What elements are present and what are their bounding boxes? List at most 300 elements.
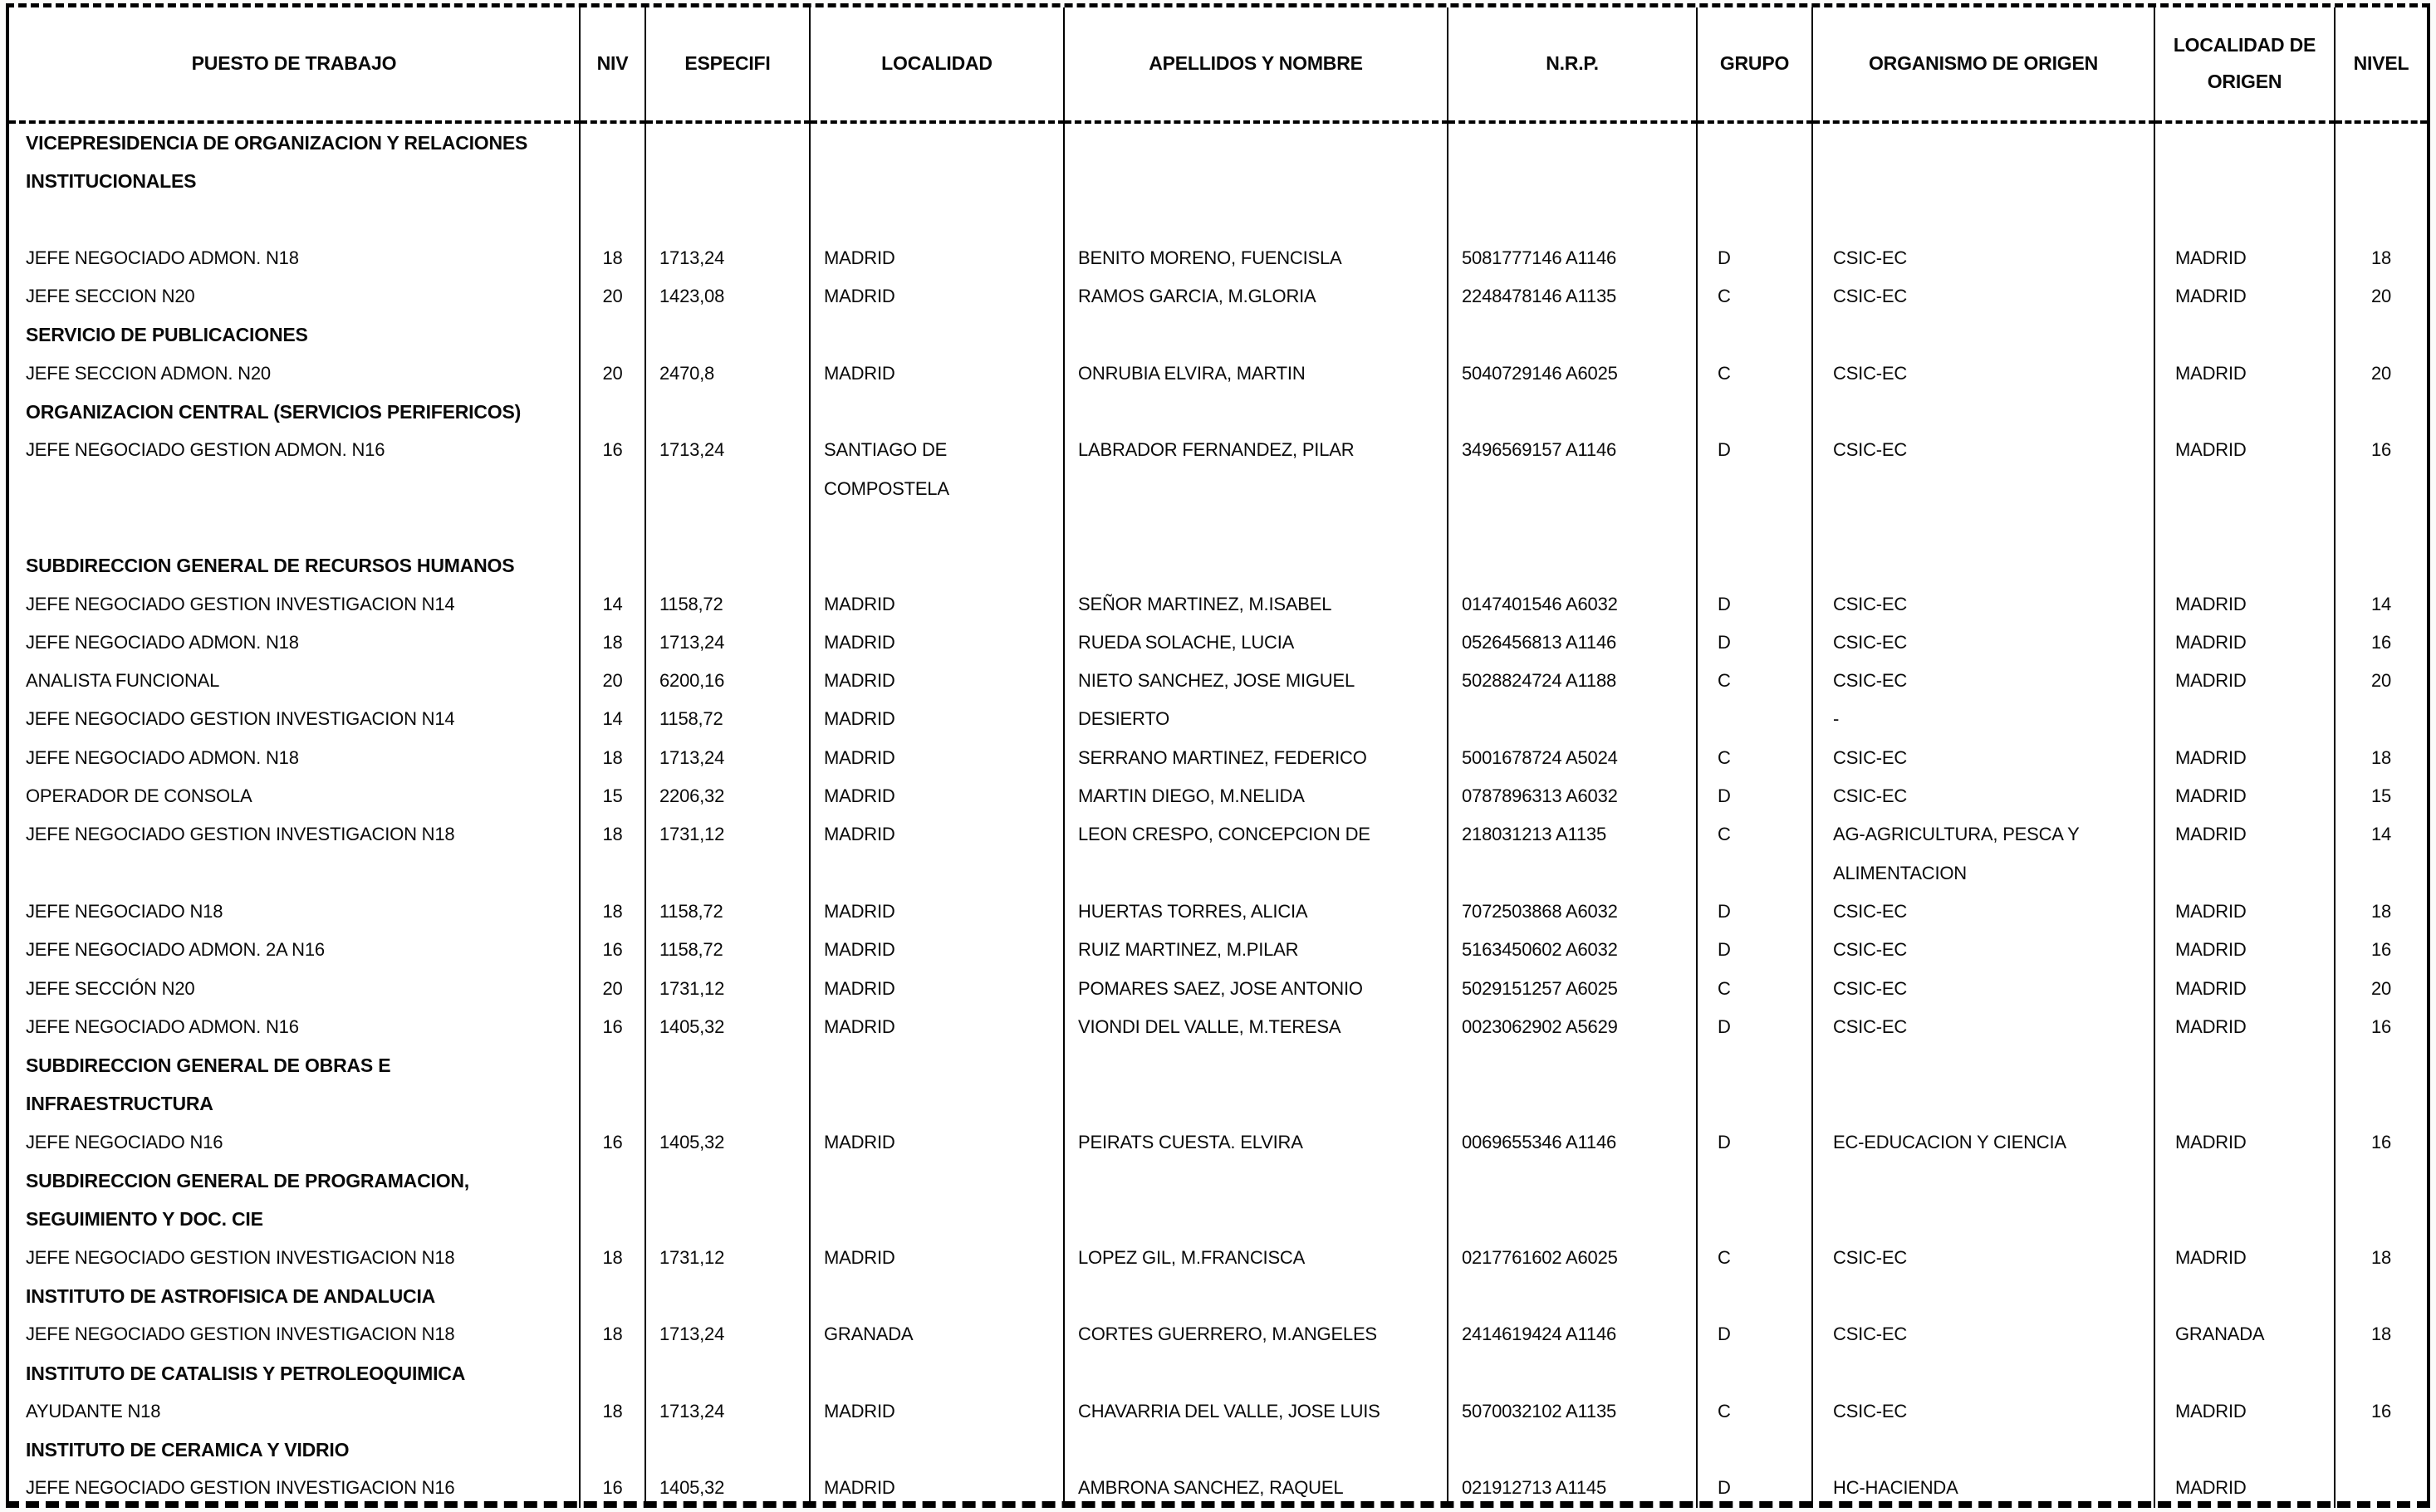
- table-cell-r21-c6: D: [1698, 931, 1813, 969]
- staff-positions-table: [6, 3, 2430, 1508]
- section-header-cell-r0-c4: [1065, 124, 1448, 162]
- table-cell-r6-c3: MADRID: [811, 355, 1065, 393]
- table-cell-r14-c9: 20: [2370, 670, 2392, 692]
- table-cell-r8-c2: 1713,24: [646, 431, 811, 469]
- section-header-cell-r30-c1: [581, 1277, 646, 1315]
- table-cell-r18-c9: 14: [2370, 824, 2392, 845]
- section-header-cell-r1-c6: [1698, 162, 1813, 200]
- section-header-cell-r27-c7: [1813, 1162, 2155, 1200]
- section-header-cell-r25-c3: [811, 1084, 1065, 1123]
- table-cell-r2-c9: [2336, 201, 2427, 239]
- table-cell-r35-c8: MADRID: [2155, 1469, 2336, 1507]
- table-cell-r17-c5: 0787896313 A6032: [1448, 777, 1698, 815]
- table-cell-r29-c3: MADRID: [811, 1239, 1065, 1277]
- section-header-cell-r25-c8: [2155, 1084, 2336, 1123]
- section-header-cell-r5-c6: [1698, 316, 1813, 354]
- section-header-cell-r0-c5: [1448, 124, 1698, 162]
- section-header-cell-r30-c9: [2336, 1277, 2427, 1315]
- section-header-cell-r5-c2: [646, 316, 811, 354]
- table-cell-r13-c0: JEFE NEGOCIADO ADMON. N18: [9, 624, 581, 662]
- table-cell-r4-c0: JEFE SECCION N20: [9, 277, 581, 316]
- section-header-cell-r0-c2: [646, 124, 811, 162]
- section-header-cell-r32-c9: [2336, 1354, 2427, 1392]
- table-cell-r15-c4: DESIERTO: [1065, 700, 1448, 738]
- table-cell-r4-c9: 20: [2370, 286, 2392, 307]
- table-cell-r33-c7: CSIC-EC: [1813, 1392, 2155, 1431]
- table-cell-r17-c0: OPERADOR DE CONSOLA: [9, 777, 581, 815]
- table-cell-r14-c1: 20: [581, 662, 646, 700]
- section-header-cell-r11-c1: [581, 546, 646, 585]
- table-cell-r2-c7: [1813, 201, 2155, 239]
- section-header-cell-r34-c8: [2155, 1431, 2336, 1469]
- table-cell-r26-c8: MADRID: [2155, 1123, 2336, 1162]
- table-cell-r13-c6: D: [1698, 624, 1813, 662]
- section-header-cell-r7-c4: [1065, 393, 1448, 431]
- section-header-cell-r0-c8: [2155, 124, 2336, 162]
- table-cell-r9-c2: [646, 470, 811, 508]
- section-header-cell-r7-c1: [581, 393, 646, 431]
- section-header-cell-r7-c6: [1698, 393, 1813, 431]
- col-header-localidad-de-origen: LOCALIDAD DE ORIGEN: [2155, 7, 2336, 124]
- table-cell-r2-c5: [1448, 201, 1698, 239]
- table-cell-r14-c8: MADRID: [2155, 662, 2336, 700]
- table-cell-r2-c0: [9, 201, 581, 239]
- table-cell-r19-c8: [2155, 854, 2336, 893]
- table-cell-r33-c1: 18: [581, 1392, 646, 1431]
- table-cell-r15-c1: 14: [581, 700, 646, 738]
- table-cell-r35-c4: AMBRONA SANCHEZ, RAQUEL: [1065, 1469, 1448, 1507]
- section-header-cell-r28-c1: [581, 1200, 646, 1238]
- section-header-cell-r28-c8: [2155, 1200, 2336, 1238]
- table-cell-r12-c6: D: [1698, 585, 1813, 624]
- table-cell-r19-c3: [811, 854, 1065, 893]
- table-cell-r4-c8: MADRID: [2155, 277, 2336, 316]
- table-cell-r29-c7: CSIC-EC: [1813, 1239, 2155, 1277]
- table-cell-r35-c2: 1405,32: [646, 1469, 811, 1507]
- col-header-puesto-de-trabajo: PUESTO DE TRABAJO: [9, 7, 581, 124]
- section-header-cell-r5-c3: [811, 316, 1065, 354]
- table-cell-r29-c6: C: [1698, 1239, 1813, 1277]
- section-header-cell-r27-c2: [646, 1162, 811, 1200]
- table-cell-r33-c6: C: [1698, 1392, 1813, 1431]
- table-cell-r12-c4: SEÑOR MARTINEZ, M.ISABEL: [1065, 585, 1448, 624]
- table-cell-r33-c0: AYUDANTE N18: [9, 1392, 581, 1431]
- table-cell-r13-c7: CSIC-EC: [1813, 624, 2155, 662]
- section-header-cell-r11-c3: [811, 546, 1065, 585]
- table-cell-r31-c8: GRANADA: [2155, 1315, 2336, 1353]
- table-cell-r16-c1: 18: [581, 739, 646, 777]
- table-cell-r2-c2: [646, 201, 811, 239]
- table-cell-r22-c2: 1731,12: [646, 970, 811, 1008]
- section-header-cell-r32-c3: [811, 1354, 1065, 1392]
- table-cell-r17-c3: MADRID: [811, 777, 1065, 815]
- table-cell-r8-c9: 16: [2370, 439, 2392, 461]
- section-header-cell-r28-c4: [1065, 1200, 1448, 1238]
- table-cell-r29-c2: 1731,12: [646, 1239, 811, 1277]
- table-cell-r26-c3: MADRID: [811, 1123, 1065, 1162]
- table-cell-r29-c1: 18: [581, 1239, 646, 1277]
- section-header-cell-r0-c9: [2336, 124, 2427, 162]
- section-header-cell-r34-c2: [646, 1431, 811, 1469]
- table-cell-r22-c6: C: [1698, 970, 1813, 1008]
- table-cell-r8-c6: D: [1698, 431, 1813, 469]
- table-cell-r16-c7: CSIC-EC: [1813, 739, 2155, 777]
- col-header-localidad: LOCALIDAD: [811, 7, 1065, 124]
- table-cell-r2-c4: [1065, 201, 1448, 239]
- table-cell-r10-c5: [1448, 508, 1698, 546]
- table-cell-r35-c0: JEFE NEGOCIADO GESTION INVESTIGACION N16: [9, 1469, 581, 1507]
- section-header-cell-r11-c5: [1448, 546, 1698, 585]
- section-header-cell-r5-c5: [1448, 316, 1698, 354]
- section-header-cell-r5-c9: [2336, 316, 2427, 354]
- table-cell-r6-c8: MADRID: [2155, 355, 2336, 393]
- section-header-cell-r32-c8: [2155, 1354, 2336, 1392]
- table-cell-r21-c2: 1158,72: [646, 931, 811, 969]
- col-header-nrp: N.R.P.: [1448, 7, 1698, 124]
- section-header-cell-r24-c3: [811, 1046, 1065, 1084]
- table-cell-r4-c2: 1423,08: [646, 277, 811, 316]
- table-cell-r19-c6: [1698, 854, 1813, 893]
- table-cell-r21-c5: 5163450602 A6032: [1448, 931, 1698, 969]
- table-cell-r23-c0: JEFE NEGOCIADO ADMON. N16: [9, 1008, 581, 1046]
- table-cell-r13-c2: 1713,24: [646, 624, 811, 662]
- table-cell-r26-c4: PEIRATS CUESTA. ELVIRA: [1065, 1123, 1448, 1162]
- section-header-cell-r0-c7: [1813, 124, 2155, 162]
- table-cell-r14-c2: 6200,16: [646, 662, 811, 700]
- section-header-cell-r1-c3: [811, 162, 1065, 200]
- table-cell-r26-c1: 16: [581, 1123, 646, 1162]
- table-cell-r4-c3: MADRID: [811, 277, 1065, 316]
- table-cell-r17-c2: 2206,32: [646, 777, 811, 815]
- table-cell-r20-c2: 1158,72: [646, 893, 811, 931]
- table-cell-r17-c6: D: [1698, 777, 1813, 815]
- table-cell-r6-c7: CSIC-EC: [1813, 355, 2155, 393]
- section-header-cell-r1-c1: [581, 162, 646, 200]
- table-cell-r2-c1: [581, 201, 646, 239]
- section-header-cell-r11-c7: [1813, 546, 2155, 585]
- table-cell-r16-c5: 5001678724 A5024: [1448, 739, 1698, 777]
- section-header-cell-r11-c6: [1698, 546, 1813, 585]
- section-header-cell-r34-c0: INSTITUTO DE CERAMICA Y VIDRIO: [9, 1431, 581, 1469]
- table-cell-r22-c3: MADRID: [811, 970, 1065, 1008]
- section-header-cell-r27-c5: [1448, 1162, 1698, 1200]
- table-cell-r19-c0: [9, 854, 581, 893]
- section-header-cell-r1-c5: [1448, 162, 1698, 200]
- section-header-cell-r1-c0: INSTITUCIONALES: [9, 162, 581, 200]
- table-cell-r3-c3: MADRID: [811, 239, 1065, 277]
- table-cell-r18-c6: C: [1698, 815, 1813, 854]
- table-cell-r14-c4: NIETO SANCHEZ, JOSE MIGUEL: [1065, 662, 1448, 700]
- section-header-cell-r25-c5: [1448, 1084, 1698, 1123]
- section-header-cell-r27-c4: [1065, 1162, 1448, 1200]
- section-header-cell-r0-c6: [1698, 124, 1813, 162]
- table-cell-r31-c6: D: [1698, 1315, 1813, 1353]
- table-cell-r18-c4: LEON CRESPO, CONCEPCION DE: [1065, 815, 1448, 854]
- table-cell-r15-c7: -: [1813, 700, 2155, 738]
- section-header-cell-r30-c3: [811, 1277, 1065, 1315]
- table-cell-r16-c6: C: [1698, 739, 1813, 777]
- table-cell-r17-c9: 15: [2370, 785, 2392, 807]
- section-header-cell-r34-c5: [1448, 1431, 1698, 1469]
- section-header-cell-r7-c3: [811, 393, 1065, 431]
- section-header-cell-r27-c1: [581, 1162, 646, 1200]
- table-cell-r20-c7: CSIC-EC: [1813, 893, 2155, 931]
- table-cell-r33-c3: MADRID: [811, 1392, 1065, 1431]
- section-header-cell-r1-c4: [1065, 162, 1448, 200]
- table-cell-r9-c4: [1065, 470, 1448, 508]
- section-header-cell-r28-c5: [1448, 1200, 1698, 1238]
- section-header-cell-r28-c3: [811, 1200, 1065, 1238]
- table-cell-r19-c4: [1065, 854, 1448, 893]
- table-cell-r23-c9: 16: [2370, 1015, 2392, 1037]
- table-cell-r29-c4: LOPEZ GIL, M.FRANCISCA: [1065, 1239, 1448, 1277]
- table-cell-r18-c8: MADRID: [2155, 815, 2336, 854]
- section-header-cell-r32-c2: [646, 1354, 811, 1392]
- section-header-cell-r25-c9: [2336, 1084, 2427, 1123]
- table-cell-r31-c4: CORTES GUERRERO, M.ANGELES: [1065, 1315, 1448, 1353]
- table-cell-r35-c3: MADRID: [811, 1469, 1065, 1507]
- col-header-especifi: ESPECIFI: [646, 7, 811, 124]
- table-cell-r14-c5: 5028824724 A1188: [1448, 662, 1698, 700]
- table-cell-r14-c7: CSIC-EC: [1813, 662, 2155, 700]
- section-header-cell-r32-c7: [1813, 1354, 2155, 1392]
- section-header-cell-r11-c4: [1065, 546, 1448, 585]
- table-cell-r31-c1: 18: [581, 1315, 646, 1353]
- table-cell-r33-c8: MADRID: [2155, 1392, 2336, 1431]
- section-header-cell-r24-c7: [1813, 1046, 2155, 1084]
- table-cell-r21-c1: 16: [581, 931, 646, 969]
- col-header-apellidos-y-nombre: APELLIDOS Y NOMBRE: [1065, 7, 1448, 124]
- table-cell-r14-c6: C: [1698, 662, 1813, 700]
- table-cell-r26-c7: EC-EDUCACION Y CIENCIA: [1813, 1123, 2155, 1162]
- table-cell-r18-c3: MADRID: [811, 815, 1065, 854]
- section-header-cell-r24-c4: [1065, 1046, 1448, 1084]
- table-cell-r23-c2: 1405,32: [646, 1008, 811, 1046]
- table-cell-r31-c9: 18: [2370, 1324, 2392, 1345]
- section-header-cell-r25-c2: [646, 1084, 811, 1123]
- table-cell-r2-c8: [2155, 201, 2336, 239]
- table-cell-r9-c1: [581, 470, 646, 508]
- table-cell-r15-c6: [1698, 700, 1813, 738]
- table-cell-r15-c5: [1448, 700, 1698, 738]
- table-cell-r8-c1: 16: [581, 431, 646, 469]
- section-header-cell-r27-c0: SUBDIRECCION GENERAL DE PROGRAMACION,: [9, 1162, 581, 1200]
- table-cell-r21-c7: CSIC-EC: [1813, 931, 2155, 969]
- section-header-cell-r5-c0: SERVICIO DE PUBLICACIONES: [9, 316, 581, 354]
- table-cell-r33-c2: 1713,24: [646, 1392, 811, 1431]
- table-cell-r15-c2: 1158,72: [646, 700, 811, 738]
- table-cell-r29-c8: MADRID: [2155, 1239, 2336, 1277]
- table-cell-r31-c5: 2414619424 A1146: [1448, 1315, 1698, 1353]
- section-header-cell-r30-c0: INSTITUTO DE ASTROFISICA DE ANDALUCIA: [9, 1277, 581, 1315]
- section-header-cell-r11-c8: [2155, 546, 2336, 585]
- table-cell-r35-c1: 16: [581, 1469, 646, 1507]
- table-cell-r9-c0: [9, 470, 581, 508]
- table-cell-r23-c1: 16: [581, 1008, 646, 1046]
- table-cell-r33-c9: 16: [2370, 1400, 2392, 1421]
- table-cell-r13-c9: 16: [2370, 631, 2392, 653]
- table-cell-r9-c6: [1698, 470, 1813, 508]
- table-cell-r18-c0: JEFE NEGOCIADO GESTION INVESTIGACION N18: [9, 815, 581, 854]
- table-cell-r8-c8: MADRID: [2155, 431, 2336, 469]
- section-header-cell-r27-c9: [2336, 1162, 2427, 1200]
- table-cell-r9-c7: [1813, 470, 2155, 508]
- section-header-cell-r28-c2: [646, 1200, 811, 1238]
- table-cell-r8-c0: JEFE NEGOCIADO GESTION ADMON. N16: [9, 431, 581, 469]
- table-cell-r4-c1: 20: [581, 277, 646, 316]
- table-cell-r13-c1: 18: [581, 624, 646, 662]
- table-cell-r21-c0: JEFE NEGOCIADO ADMON. 2A N16: [9, 931, 581, 969]
- table-cell-r16-c9: 18: [2370, 746, 2392, 768]
- table-cell-r22-c5: 5029151257 A6025: [1448, 970, 1698, 1008]
- section-header-cell-r30-c5: [1448, 1277, 1698, 1315]
- table-cell-r3-c6: D: [1698, 239, 1813, 277]
- table-cell-r20-c8: MADRID: [2155, 893, 2336, 931]
- table-cell-r22-c8: MADRID: [2155, 970, 2336, 1008]
- table-cell-r4-c7: CSIC-EC: [1813, 277, 2155, 316]
- section-header-cell-r27-c3: [811, 1162, 1065, 1200]
- table-cell-r12-c0: JEFE NEGOCIADO GESTION INVESTIGACION N14: [9, 585, 581, 624]
- table-cell-r19-c2: [646, 854, 811, 893]
- table-cell-r4-c5: 2248478146 A1135: [1448, 277, 1698, 316]
- table-cell-r3-c5: 5081777146 A1146: [1448, 239, 1698, 277]
- table-cell-r6-c2: 2470,8: [646, 355, 811, 393]
- table-cell-r13-c8: MADRID: [2155, 624, 2336, 662]
- table-cell-r21-c9: 16: [2370, 939, 2392, 961]
- section-header-cell-r11-c0: SUBDIRECCION GENERAL DE RECURSOS HUMANOS: [9, 546, 581, 585]
- table-cell-r21-c4: RUIZ MARTINEZ, M.PILAR: [1065, 931, 1448, 969]
- table-cell-r10-c7: [1813, 508, 2155, 546]
- table-cell-r13-c3: MADRID: [811, 624, 1065, 662]
- table-cell-r9-c9: [2336, 470, 2427, 508]
- table-cell-r9-c8: [2155, 470, 2336, 508]
- table-cell-r20-c5: 7072503868 A6032: [1448, 893, 1698, 931]
- section-header-cell-r34-c4: [1065, 1431, 1448, 1469]
- section-header-cell-r34-c9: [2336, 1431, 2427, 1469]
- section-header-cell-r7-c9: [2336, 393, 2427, 431]
- section-header-cell-r0-c3: [811, 124, 1065, 162]
- table-cell-r10-c9: [2336, 508, 2427, 546]
- table-cell-r3-c1: 18: [581, 239, 646, 277]
- table-cell-r17-c4: MARTIN DIEGO, M.NELIDA: [1065, 777, 1448, 815]
- table-cell-r29-c5: 0217761602 A6025: [1448, 1239, 1698, 1277]
- section-header-cell-r25-c0: INFRAESTRUCTURA: [9, 1084, 581, 1123]
- section-header-cell-r24-c0: SUBDIRECCION GENERAL DE OBRAS E: [9, 1046, 581, 1084]
- table-cell-r2-c6: [1698, 201, 1813, 239]
- table-cell-r18-c2: 1731,12: [646, 815, 811, 854]
- table-cell-r35-c7: HC-HACIENDA: [1813, 1469, 2155, 1507]
- section-header-cell-r32-c6: [1698, 1354, 1813, 1392]
- table-cell-r20-c4: HUERTAS TORRES, ALICIA: [1065, 893, 1448, 931]
- table-cell-r26-c6: D: [1698, 1123, 1813, 1162]
- table-cell-r3-c4: BENITO MORENO, FUENCISLA: [1065, 239, 1448, 277]
- table-cell-r8-c4: LABRADOR FERNANDEZ, PILAR: [1065, 431, 1448, 469]
- section-header-cell-r32-c0: INSTITUTO DE CATALISIS Y PETROLEOQUIMICA: [9, 1354, 581, 1392]
- table-cell-r23-c3: MADRID: [811, 1008, 1065, 1046]
- table-cell-r23-c5: 0023062902 A5629: [1448, 1008, 1698, 1046]
- table-cell-r12-c9: 14: [2370, 593, 2392, 614]
- table-cell-r10-c4: [1065, 508, 1448, 546]
- section-header-cell-r7-c7: [1813, 393, 2155, 431]
- section-header-cell-r30-c8: [2155, 1277, 2336, 1315]
- section-header-cell-r24-c9: [2336, 1046, 2427, 1084]
- table-cell-r3-c8: MADRID: [2155, 239, 2336, 277]
- table-cell-r31-c0: JEFE NEGOCIADO GESTION INVESTIGACION N18: [9, 1315, 581, 1353]
- table-cell-r17-c1: 15: [581, 777, 646, 815]
- table-cell-r21-c8: MADRID: [2155, 931, 2336, 969]
- table-cell-r15-c8: [2155, 700, 2336, 738]
- section-header-cell-r1-c8: [2155, 162, 2336, 200]
- section-header-cell-r30-c6: [1698, 1277, 1813, 1315]
- table-cell-r23-c8: MADRID: [2155, 1008, 2336, 1046]
- table-cell-r16-c3: MADRID: [811, 739, 1065, 777]
- section-header-cell-r1-c7: [1813, 162, 2155, 200]
- table-cell-r19-c5: [1448, 854, 1698, 893]
- table-cell-r23-c4: VIONDI DEL VALLE, M.TERESA: [1065, 1008, 1448, 1046]
- section-header-cell-r27-c6: [1698, 1162, 1813, 1200]
- section-header-cell-r34-c1: [581, 1431, 646, 1469]
- section-header-cell-r0-c1: [581, 124, 646, 162]
- section-header-cell-r30-c4: [1065, 1277, 1448, 1315]
- table-cell-r12-c1: 14: [581, 585, 646, 624]
- table-cell-r16-c4: SERRANO MARTINEZ, FEDERICO: [1065, 739, 1448, 777]
- table-cell-r20-c0: JEFE NEGOCIADO N18: [9, 893, 581, 931]
- table-cell-r15-c9: [2336, 700, 2427, 738]
- table-cell-r14-c3: MADRID: [811, 662, 1065, 700]
- table-cell-r22-c4: POMARES SAEZ, JOSE ANTONIO: [1065, 970, 1448, 1008]
- table-cell-r6-c1: 20: [581, 355, 646, 393]
- table-cell-r18-c5: 218031213 A1135: [1448, 815, 1698, 854]
- section-header-cell-r24-c6: [1698, 1046, 1813, 1084]
- table-cell-r19-c1: [581, 854, 646, 893]
- table-cell-r15-c3: MADRID: [811, 700, 1065, 738]
- table-cell-r26-c5: 0069655346 A1146: [1448, 1123, 1698, 1162]
- section-header-cell-r24-c2: [646, 1046, 811, 1084]
- section-header-cell-r32-c4: [1065, 1354, 1448, 1392]
- section-header-cell-r32-c5: [1448, 1354, 1698, 1392]
- section-header-cell-r28-c9: [2336, 1200, 2427, 1238]
- section-header-cell-r5-c7: [1813, 316, 2155, 354]
- table-cell-r3-c7: CSIC-EC: [1813, 239, 2155, 277]
- table-cell-r35-c6: D: [1698, 1469, 1813, 1507]
- table-cell-r18-c1: 18: [581, 815, 646, 854]
- table-cell-r17-c7: CSIC-EC: [1813, 777, 2155, 815]
- table-cell-r10-c0: [9, 508, 581, 546]
- section-header-cell-r24-c1: [581, 1046, 646, 1084]
- col-header-niv: NIV: [581, 7, 646, 124]
- section-header-cell-r25-c4: [1065, 1084, 1448, 1123]
- section-header-cell-r25-c7: [1813, 1084, 2155, 1123]
- table-cell-r10-c8: [2155, 508, 2336, 546]
- table-cell-r26-c2: 1405,32: [646, 1123, 811, 1162]
- section-header-cell-r24-c8: [2155, 1046, 2336, 1084]
- table-cell-r10-c2: [646, 508, 811, 546]
- table-cell-r20-c6: D: [1698, 893, 1813, 931]
- table-cell-r20-c3: MADRID: [811, 893, 1065, 931]
- section-header-cell-r7-c5: [1448, 393, 1698, 431]
- table-cell-r3-c2: 1713,24: [646, 239, 811, 277]
- table-cell-r23-c7: CSIC-EC: [1813, 1008, 2155, 1046]
- section-header-cell-r28-c7: [1813, 1200, 2155, 1238]
- section-header-cell-r5-c4: [1065, 316, 1448, 354]
- table-cell-r16-c8: MADRID: [2155, 739, 2336, 777]
- table-cell-r29-c9: 18: [2370, 1246, 2392, 1268]
- table-cell-r12-c8: MADRID: [2155, 585, 2336, 624]
- table-cell-r4-c4: RAMOS GARCIA, M.GLORIA: [1065, 277, 1448, 316]
- table-cell-r26-c0: JEFE NEGOCIADO N16: [9, 1123, 581, 1162]
- col-header-nivel: NIVEL: [2336, 7, 2427, 124]
- table-cell-r2-c3: [811, 201, 1065, 239]
